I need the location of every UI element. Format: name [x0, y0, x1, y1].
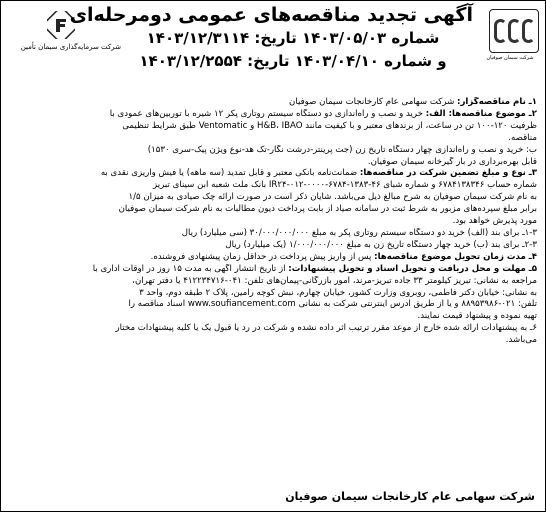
subject-a-end: مناقصه. [508, 132, 537, 143]
guarantee-text: ضمانت‌نامه بانکی معتبر و قابل تمدید (سه ماهه) یا فیش واریزی نقدی به [100, 168, 360, 179]
guarantee-line [11, 168, 537, 180]
rejection-clause: ۶ـ به پیشنهادات ارائه شده خارج از موعد مقرر ترتیب اثر داده نشده و شرکت در رد یا قبول یک یا کلیه پیشنهادات مختار [115, 323, 537, 334]
guarantee-cheque: به نام شرکت سیمان صوفیان به شرح مبالغ ذیل می‌باشد. شایان ذکر است در صورت ارائه چک صیادی به میزان ۱/۵ [128, 192, 537, 203]
subject-b-end: قابل بهره‌برداری در بار گیرخانه سیمان صوفیان. [367, 156, 537, 167]
tenderer-label: ۱ـ نام مناقصه‌گزار: [457, 97, 537, 107]
investment-company-caption: شرکت سرمایه‌گذاری سیمان تأمین [20, 43, 121, 51]
deadline-label: ۵ـ مهلت و محل دریافت و تحویل اسناد و تحویل پیشنهادات: [288, 263, 537, 274]
notice-body [11, 97, 537, 347]
sofian-cement-caption: شرکت سیمان صوفیان [486, 55, 534, 61]
guarantee-label: ۳ـ نوع و مبلغ تضمین شرکت در مناقصه‌ها: [359, 168, 537, 179]
footer-company-name: شرکت سهامی عام کارخانجات سیمان صوفیان [285, 490, 535, 503]
tenderer-line [11, 97, 537, 109]
notice-title: آگهی تجدید مناقصه‌های عمومی دومرحله‌ای [69, 4, 473, 26]
guarantee-cheque-end: مورد پذیرش خواهد بود. [452, 216, 537, 227]
contact-website: تلفن: ۰۲۱-۸۸۹۵۳۹۸۶ و یا از طریق آدرس اینترنتی شرکت به نشانی www.soufiancement.com اسناد مناقصه را [128, 299, 537, 310]
guarantee-account: شماره حساب ۶۷۸۴۱۳۸۳۴۶ و شماره شبای IR۲۴-۰۱۲-۰۰۰۰-۶۷۸۴-۱۳۸۳-۴۶ بانک ملت شعبه ابن سینای تبریز [153, 180, 537, 191]
notice-number-line-2: و شماره ۱۴۰۳/۰۴/۱۰ تاریخ: ۱۴۰۳/۱۲/۲۵۵۴ [139, 52, 447, 70]
tenderer-value: شرکت سهامی عام کارخانجات سیمان صوفیان [289, 97, 458, 107]
guarantee-amount-a: ۱-۳ـ برای بند (الف) خرید دو دستگاه سیستم روتاری پکر به مبلغ ۳۰/۰۰۰/۰۰۰/۰۰۰ (سی میلیارد) ریال [181, 227, 537, 238]
deadline-line [11, 264, 537, 276]
guarantee-amount-b: ۲-۳ـ برای بند (ب) خرید چهار دستگاه تاریخ زن به مبلغ ۱/۰۰۰/۰۰۰/۰۰۰ (یک میلیارد) ریال [225, 239, 537, 250]
rejection-clause-end: می‌باشد. [505, 335, 537, 346]
delivery-line [11, 252, 537, 264]
subject-a-continued: ظرفیت ۱۲۰-۱۰۰ تن در ساعت، از برندهای معتبر و با کیفیت مانند H&B، IBAO و Ventomatic طبق شرایط تنظیمی [122, 120, 537, 131]
notice-header [1, 1, 546, 93]
address-tabriz: مراجعه به نشانی: تبریز کیلومتر ۳۳ جاده تبریز-مرند، امور بازرگانی-پیمان‌های تلفن: ۰۴۱-۴۱۲۲۳۴۷۱۶ یا دفتر تهران، [132, 275, 537, 286]
delivery-label: ۴ـ مدت زمان تحویل موضوع مناقصه‌ها: [374, 251, 537, 262]
delivery-text: پس از واریز پیش پرداخت در حداقل زمان پیشنهادی فروشنده. [150, 251, 375, 262]
sofian-cement-logo-icon [489, 9, 539, 53]
address-tehran: به نشانی: خیابان دکتر فاطمی، روبروی وزارت کشور، خیابان چهارم، نبش کوچه رامین، پلاک ۲ طبقه دوم، واحد ۳ [139, 287, 537, 298]
subject-a-text: خرید و نصب و راه‌اندازی دو دستگاه سیستم روتاری پکر ۱۲ شیره با توربین‌های عمودی با [109, 108, 426, 119]
deadline-text: از تاریخ انتشار آگهی به مدت ۱۵ روز در اوقات اداری با [92, 263, 289, 274]
subject-b-text: ب: خرید و نصب و راه‌اندازی چهار دستگاه تاریخ زن (جت پرینتر-درشت نگار-تک هد-نوع ویژن پیک-سری ۱۵۳۰) [147, 144, 537, 155]
contact-end: تهیه نموده و پیشنهاد قیمت نمایند. [417, 311, 537, 322]
subject-line [11, 109, 537, 121]
subject-label: ۲ـ موضوع مناقصه‌ها: الف: [425, 108, 537, 119]
guarantee-cheque-continued: برابر مبلغ سپرده‌های مزبور به شرط ثبت در سامانه صیاد از بابت پرداخت دیون مطالبات به نام شرکت سیمان صوفیان [118, 204, 537, 215]
notice-number-line-1: شماره ۱۴۰۳/۰۵/۰۳ تاریخ: ۱۴۰۳/۱۲/۳۱۱۴ [146, 29, 440, 47]
